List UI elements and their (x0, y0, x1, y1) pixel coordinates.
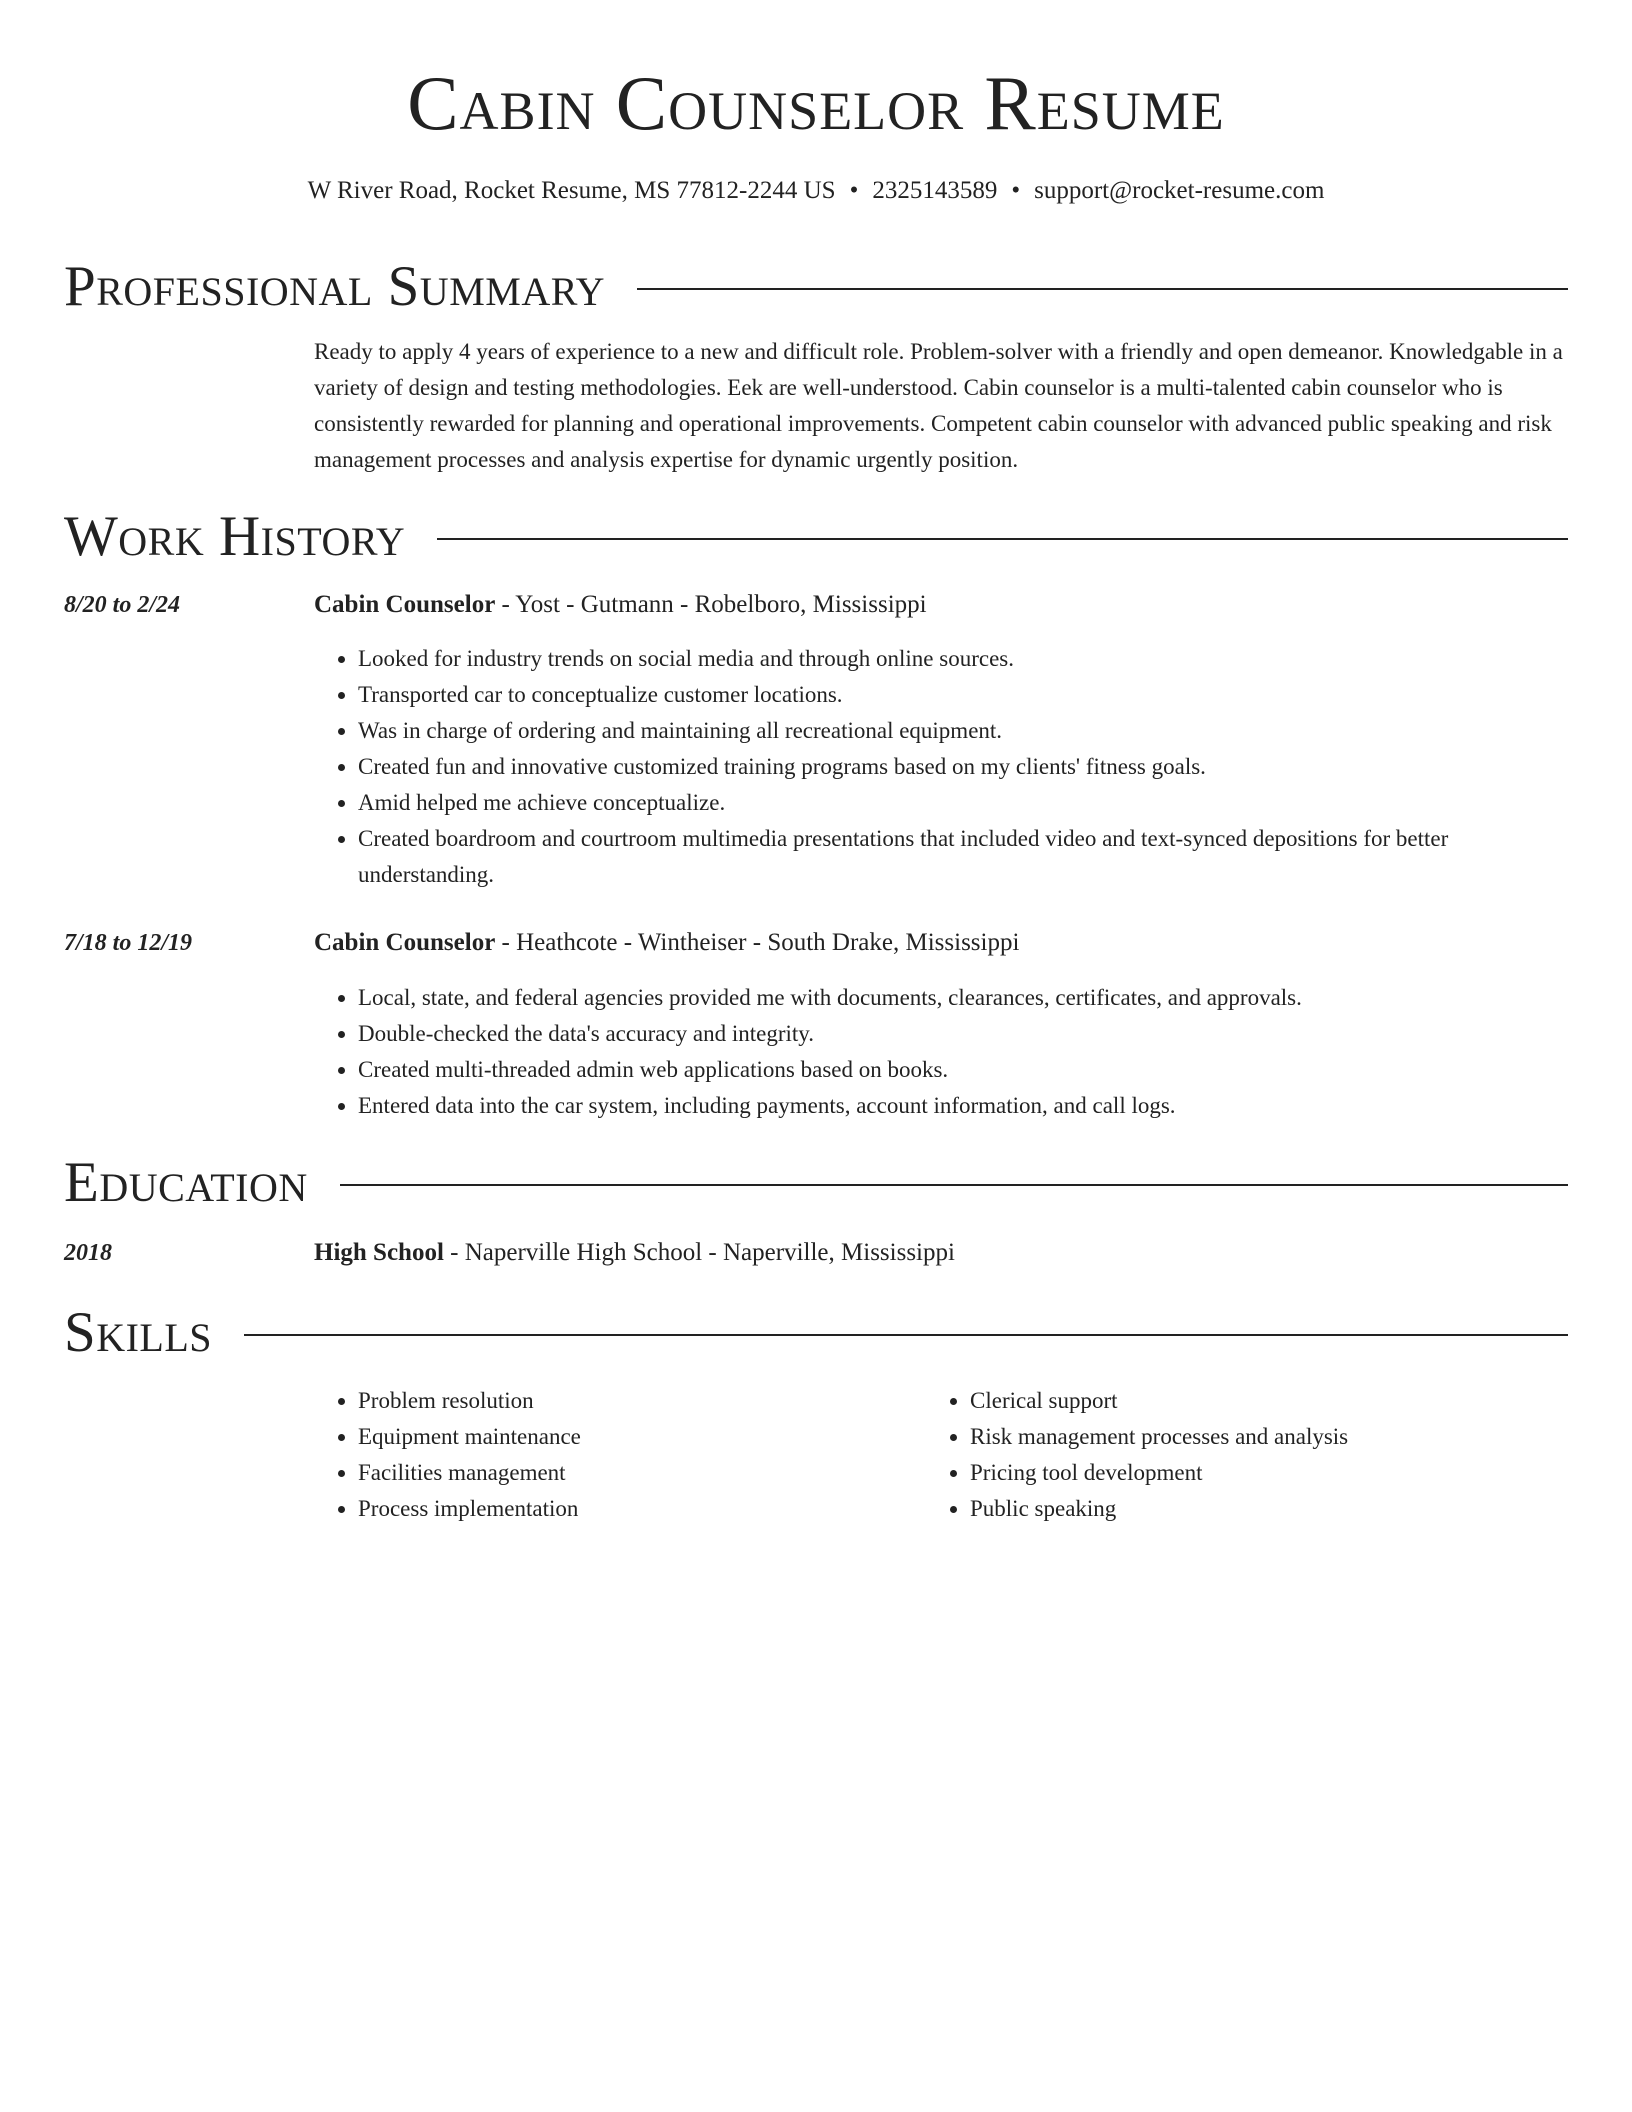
skills-heading: Skills (64, 1301, 213, 1364)
skill-item: • Risk management processes and analysis (970, 1419, 1610, 1455)
skill-item: • Clerical support (970, 1383, 1610, 1419)
job-header (314, 588, 927, 622)
contact-line (64, 174, 1568, 208)
job-title: Cabin Counselor (314, 929, 496, 956)
job-bullets (314, 980, 1568, 1124)
contact-address: W River Road, Rocket Resume, MS 77812-2244 US (307, 177, 836, 204)
list-item: • Entered data into the car system, including payments, account information, and call logs. (358, 1088, 1568, 1124)
list-item: • Was in charge of ordering and maintaining all recreational equipment. (358, 713, 1568, 749)
job-title: Cabin Counselor (314, 591, 496, 618)
work-heading: Work History (64, 505, 406, 568)
job-dates: 7/18 to 12/19 (64, 930, 193, 956)
section-divider (637, 288, 1568, 290)
job-bullets (314, 641, 1568, 893)
skill-item: • Facilities management (358, 1455, 918, 1491)
section-divider (340, 1184, 1568, 1186)
list-item: • Double-checked the data's accuracy and integrity. (358, 1016, 1568, 1052)
section-divider (244, 1334, 1568, 1336)
education-degree: High School (314, 1239, 444, 1266)
education-details: - Naperville High School - Naperville, Mississippi (443, 1239, 955, 1266)
resume-title: Cabin Counselor Resume (407, 60, 1225, 146)
skill-item: • Problem resolution (358, 1383, 918, 1419)
skill-item: • Pricing tool development (970, 1455, 1610, 1491)
skill-item: • Equipment maintenance (358, 1419, 918, 1455)
education-year: 2018 (64, 1240, 112, 1266)
job-dates: 8/20 to 2/24 (64, 592, 181, 618)
skills-list-right (926, 1383, 1610, 1527)
list-item: • Transported car to conceptualize customer locations. (358, 677, 1568, 713)
skills-list-left (314, 1383, 918, 1527)
section-divider (437, 538, 1568, 540)
list-item: • Local, state, and federal agencies provided me with documents, clearances, certificates, and approvals. (358, 980, 1568, 1016)
summary-text: Ready to apply 4 years of experience to a new and difficult role. Problem-solver with a friendly and open demeanor. Knowledgable in a variety of design and testing methodologies. Eek are well-understood. Cabin counselor is a multi-talented cabin counselor who is consistently rewarded for planning and operational improvements. Competent cabin counselor with advanced public speaking and risk management processes and analysis expertise for dynamic urgently position. (314, 339, 1563, 472)
list-item: • Created multi-threaded admin web applications based on books. (358, 1052, 1568, 1088)
education-entry (314, 1236, 955, 1270)
contact-separator: • (1011, 177, 1021, 204)
list-item: • Created fun and innovative customized training programs based on my clients' fitness goals. (358, 749, 1568, 785)
skill-item: • Public speaking (970, 1491, 1610, 1527)
list-item: • Looked for industry trends on social media and through online sources. (358, 641, 1568, 677)
skill-item: • Process implementation (358, 1491, 918, 1527)
contact-phone: 2325143589 (872, 177, 998, 204)
list-item: • Created boardroom and courtroom multimedia presentations that included video and text-synced depositions for better understanding. (358, 821, 1568, 893)
summary-heading: Professional Summary (64, 255, 606, 318)
contact-separator: • (849, 177, 859, 204)
education-heading: Education (64, 1151, 308, 1214)
contact-email: support@rocket-resume.com (1034, 177, 1325, 204)
job-header (314, 926, 1019, 960)
summary-section-header (64, 256, 1568, 318)
skills-section-header (64, 1302, 1568, 1364)
job-details: - Yost - Gutmann - Robelboro, Mississippi (495, 591, 927, 618)
list-item: • Amid helped me achieve conceptualize. (358, 785, 1568, 821)
work-section-header (64, 506, 1568, 568)
education-section-header (64, 1152, 1568, 1214)
job-details: - Heathcote - Wintheiser - South Drake, Mississippi (495, 929, 1020, 956)
